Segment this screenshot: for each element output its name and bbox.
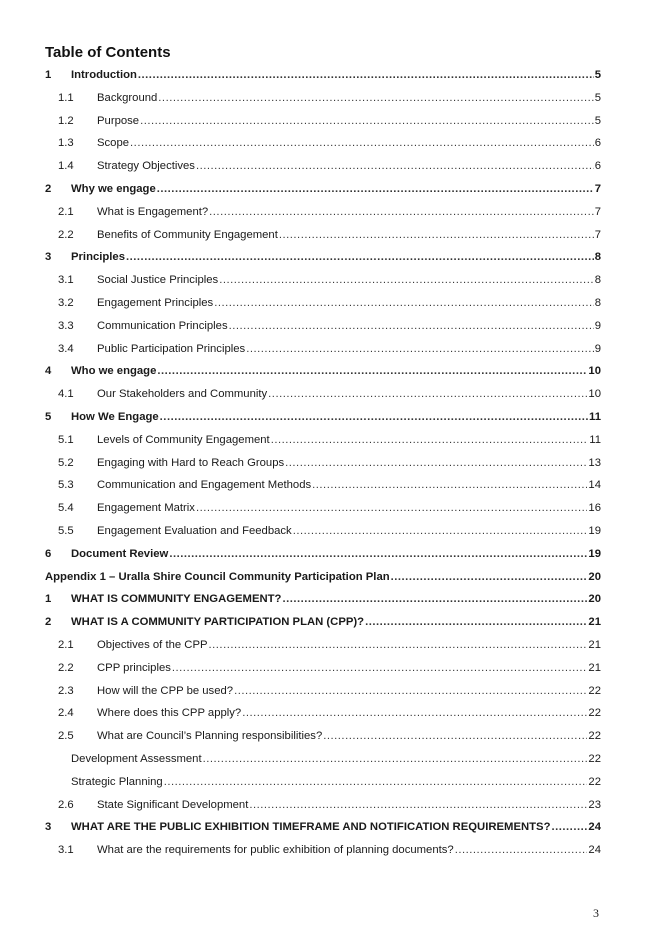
- toc-entry[interactable]: [45, 365, 601, 388]
- dot-leader: [285, 457, 587, 469]
- toc-entry[interactable]: [45, 69, 601, 92]
- dot-leader: [126, 251, 594, 263]
- toc-entry-page: 8: [594, 296, 601, 309]
- toc-entry-title: Engaging with Hard to Reach Groups: [97, 456, 285, 469]
- toc-entry[interactable]: [45, 274, 601, 297]
- dot-leader: [172, 662, 588, 674]
- toc-entry-number: 3.4: [58, 342, 74, 355]
- toc-entry-page: 21: [588, 661, 601, 674]
- toc-entry-title: Who we engage: [71, 365, 157, 378]
- toc-entry[interactable]: [45, 137, 601, 160]
- toc-entry-page: 22: [588, 775, 601, 788]
- toc-entry-number: 1.2: [58, 114, 74, 127]
- toc-entry-title: Principles: [71, 251, 125, 264]
- toc-entry-page: 10: [588, 365, 601, 378]
- page-number: 3: [593, 906, 599, 920]
- toc-entry-title: Development Assessment: [71, 752, 202, 765]
- toc-entry[interactable]: [45, 730, 601, 753]
- toc-entry[interactable]: [45, 639, 601, 662]
- toc-entry-title: Purpose: [97, 114, 140, 127]
- toc-entry-page: 13: [588, 456, 601, 469]
- toc-entry-title: How will the CPP be used?: [97, 684, 234, 697]
- toc-entry[interactable]: [45, 411, 601, 434]
- toc-entry-title: Why we engage: [71, 182, 156, 195]
- toc-entry-number: 5.1: [58, 433, 74, 446]
- toc-entry-number: 2.2: [58, 228, 74, 241]
- toc-entry[interactable]: [45, 685, 601, 708]
- toc-entry[interactable]: [45, 776, 601, 799]
- toc-entry[interactable]: [45, 571, 601, 594]
- toc-entry[interactable]: [45, 251, 601, 274]
- toc-entry-number: 3: [45, 251, 52, 264]
- dot-leader: [158, 92, 593, 104]
- toc-entry-page: 11: [589, 410, 601, 423]
- toc-entry-title: Engagement Evaluation and Feedback: [97, 524, 292, 537]
- toc-entry-number: 6: [45, 547, 52, 560]
- toc-entry-title: Engagement Principles: [97, 296, 214, 309]
- toc-entry-page: 21: [588, 638, 601, 651]
- toc-entry[interactable]: [45, 434, 601, 457]
- toc-entry-number: 2.6: [58, 798, 74, 811]
- toc-entry-page: 24: [588, 821, 601, 834]
- toc-entry[interactable]: [45, 115, 601, 138]
- dot-leader: [312, 479, 587, 491]
- toc-title: Table of Contents: [45, 44, 171, 61]
- dot-leader: [246, 343, 594, 355]
- toc-entry-page: 6: [594, 137, 601, 150]
- dot-leader: [196, 160, 594, 172]
- dot-leader: [214, 297, 594, 309]
- toc-entry-number: 3: [45, 821, 52, 834]
- toc-entry-page: 22: [588, 707, 601, 720]
- toc-entry-page: 16: [588, 502, 601, 515]
- toc-entry[interactable]: [45, 616, 601, 639]
- toc-list: [45, 69, 601, 867]
- toc-entry-page: 6: [594, 160, 601, 173]
- toc-entry[interactable]: [45, 799, 601, 822]
- dot-leader: [249, 799, 587, 811]
- toc-entry-title: Communication and Engagement Methods: [97, 479, 312, 492]
- toc-entry[interactable]: [45, 388, 601, 411]
- toc-entry-page: 22: [588, 730, 601, 743]
- toc-entry-page: 22: [588, 684, 601, 697]
- toc-entry-title: Where does this CPP apply?: [97, 707, 242, 720]
- dot-leader: [203, 753, 588, 765]
- toc-entry-number: 5.3: [58, 479, 74, 492]
- dot-leader: [391, 571, 588, 583]
- toc-entry-number: 1.4: [58, 160, 74, 173]
- toc-entry-page: 9: [594, 319, 601, 332]
- toc-entry-page: 5: [594, 114, 601, 127]
- toc-entry-page: 7: [594, 182, 601, 195]
- toc-entry[interactable]: [45, 320, 601, 343]
- toc-entry-page: 14: [588, 479, 601, 492]
- dot-leader: [242, 707, 587, 719]
- toc-entry-title: Objectives of the CPP: [97, 638, 208, 651]
- toc-entry-title: WHAT IS COMMUNITY ENGAGEMENT?: [71, 593, 282, 606]
- toc-entry-title: CPP principles: [97, 661, 171, 674]
- toc-entry-title: What is Engagement?: [97, 205, 209, 218]
- dot-leader: [279, 229, 594, 241]
- toc-entry-title: Document Review: [71, 547, 169, 560]
- toc-entry-title: Introduction: [71, 69, 137, 81]
- dot-leader: [293, 525, 588, 537]
- toc-entry-page: 11: [589, 433, 601, 446]
- toc-entry-title: What are the requirements for public exhibition of planning documents?: [97, 844, 454, 857]
- toc-entry[interactable]: [45, 548, 601, 571]
- toc-entry[interactable]: [45, 525, 601, 548]
- toc-entry[interactable]: [45, 821, 601, 844]
- dot-leader: [130, 137, 594, 149]
- toc-entry[interactable]: [45, 206, 601, 229]
- toc-entry[interactable]: [45, 844, 601, 867]
- toc-entry[interactable]: [45, 297, 601, 320]
- dot-leader: [271, 434, 589, 446]
- toc-entry-page: 20: [588, 593, 601, 606]
- dot-leader: [209, 639, 588, 651]
- toc-entry-page: 8: [594, 251, 601, 264]
- toc-entry-number: 5: [45, 410, 52, 423]
- toc-entry-number: 3.1: [58, 844, 74, 857]
- toc-entry-title: Appendix 1 – Uralla Shire Council Community Participation Plan: [45, 570, 390, 583]
- toc-entry-number: 1.3: [58, 137, 74, 150]
- toc-entry-page: 9: [594, 342, 601, 355]
- toc-entry-page: 19: [588, 547, 601, 560]
- toc-entry-number: 3.1: [58, 274, 74, 287]
- dot-leader: [196, 502, 587, 514]
- dot-leader: [157, 365, 587, 377]
- toc-entry-number: 2: [45, 182, 52, 195]
- toc-entry[interactable]: [45, 479, 601, 502]
- toc-entry-title: State Significant Development: [97, 798, 249, 811]
- dot-leader: [138, 69, 594, 81]
- toc-entry[interactable]: [45, 457, 601, 480]
- toc-entry-title: Strategic Planning: [71, 775, 163, 788]
- dot-leader: [157, 183, 594, 195]
- toc-entry-page: 22: [588, 752, 601, 765]
- toc-entry-number: 2.2: [58, 661, 74, 674]
- toc-entry-page: 20: [588, 570, 601, 583]
- toc-entry-page: 21: [588, 616, 601, 629]
- toc-entry-page: 23: [588, 798, 601, 811]
- dot-leader: [169, 548, 587, 560]
- toc-entry-page: 5: [594, 69, 601, 81]
- toc-entry-title: Strategy Objectives: [97, 160, 195, 173]
- dot-leader: [268, 388, 587, 400]
- toc-entry-number: 2: [45, 616, 52, 629]
- toc-entry-number: 5.2: [58, 456, 74, 469]
- toc-entry[interactable]: [45, 92, 601, 115]
- toc-entry-title: Scope: [97, 137, 130, 150]
- toc-entry-number: 3.3: [58, 319, 74, 332]
- toc-entry-number: 1.1: [58, 91, 74, 104]
- dot-leader: [219, 274, 594, 286]
- toc-entry-page: 7: [594, 228, 601, 241]
- toc-entry-title: How We Engage: [71, 410, 159, 423]
- toc-entry-number: 5.5: [58, 524, 74, 537]
- toc-entry-title: Our Stakeholders and Community: [97, 388, 268, 401]
- toc-entry-page: 24: [588, 844, 601, 857]
- toc-entry-page: 10: [588, 388, 601, 401]
- dot-leader: [455, 844, 588, 856]
- toc-entry[interactable]: [45, 229, 601, 252]
- toc-entry-title: Social Justice Principles: [97, 274, 219, 287]
- toc-entry-title: WHAT ARE THE PUBLIC EXHIBITION TIMEFRAME AND NOTIFICATION REQUIREMENTS?: [71, 821, 551, 834]
- dot-leader: [229, 320, 594, 332]
- dot-leader: [160, 411, 588, 423]
- toc-entry-page: 7: [594, 205, 601, 218]
- toc-entry-title: Public Participation Principles: [97, 342, 246, 355]
- dot-leader: [140, 115, 594, 127]
- toc-entry-number: 1: [45, 69, 52, 81]
- toc-entry-title: What are Council’s Planning responsibilities?: [97, 730, 323, 743]
- toc-entry-title: Levels of Community Engagement: [97, 433, 270, 446]
- dot-leader: [209, 206, 594, 218]
- toc-entry[interactable]: [45, 593, 601, 616]
- toc-entry[interactable]: [45, 662, 601, 685]
- toc-entry-title: WHAT IS A COMMUNITY PARTICIPATION PLAN (CPP)?: [71, 616, 365, 629]
- toc-entry-number: 2.4: [58, 707, 74, 720]
- toc-entry-number: 1: [45, 593, 52, 606]
- toc-entry-number: 4.1: [58, 388, 74, 401]
- dot-leader: [323, 730, 587, 742]
- toc-entry-title: Engagement Matrix: [97, 502, 195, 515]
- toc-entry-page: 8: [594, 274, 601, 287]
- toc-entry-number: 3.2: [58, 296, 74, 309]
- toc-entry[interactable]: [45, 753, 601, 776]
- dot-leader: [365, 616, 587, 628]
- toc-entry-number: 2.5: [58, 730, 74, 743]
- dot-leader: [551, 821, 587, 833]
- toc-entry-page: 19: [588, 524, 601, 537]
- dot-leader: [164, 776, 588, 788]
- toc-entry[interactable]: [45, 183, 601, 206]
- dot-leader: [234, 685, 587, 697]
- toc-entry[interactable]: [45, 343, 601, 366]
- toc-entry-number: 2.1: [58, 638, 74, 651]
- toc-entry-page: 5: [594, 91, 601, 104]
- toc-entry[interactable]: [45, 502, 601, 525]
- toc-entry-number: 2.3: [58, 684, 74, 697]
- toc-entry-title: Benefits of Community Engagement: [97, 228, 278, 241]
- toc-entry-title: Background: [97, 91, 158, 104]
- toc-entry[interactable]: [45, 707, 601, 730]
- toc-entry-number: 2.1: [58, 205, 74, 218]
- toc-entry-title: Communication Principles: [97, 319, 228, 332]
- dot-leader: [282, 593, 587, 605]
- toc-entry-number: 4: [45, 365, 52, 378]
- toc-entry[interactable]: [45, 160, 601, 183]
- toc-entry-number: 5.4: [58, 502, 74, 515]
